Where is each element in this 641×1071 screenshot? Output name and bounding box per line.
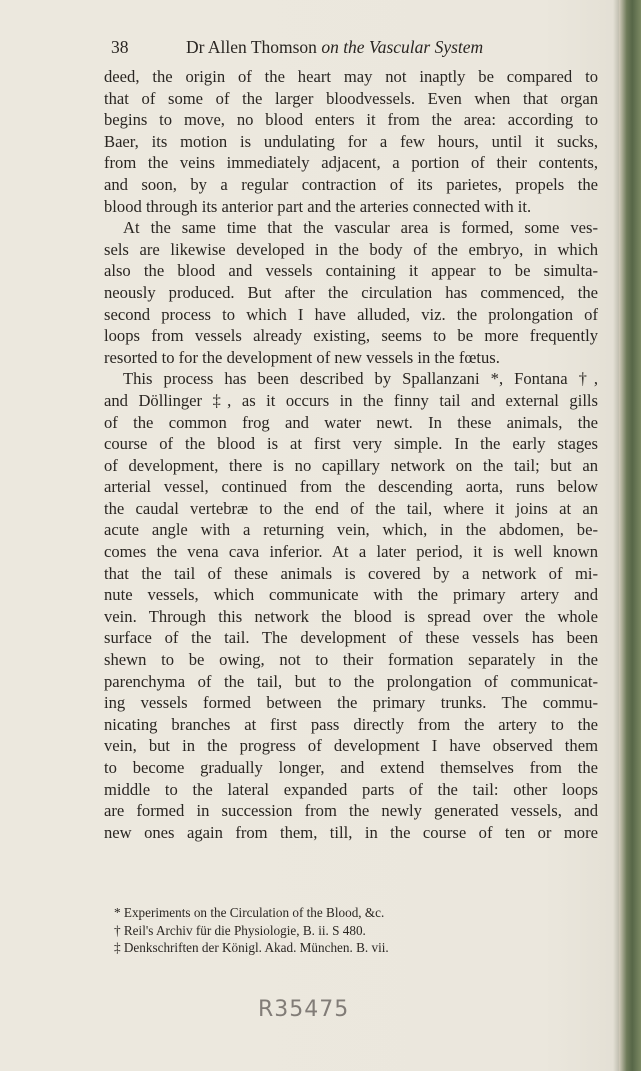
page-number: 38 — [111, 37, 129, 57]
footnote-denkschriften: ‡ Denkschriften der Königl. Akad. München. B. vii. — [114, 940, 389, 955]
text-line: deed, the origin of the heart may not inaptly be compared to — [104, 67, 598, 86]
running-title — [186, 37, 483, 58]
body-text — [104, 66, 598, 843]
text-line: of the common frog and water newt. In these animals, the — [104, 412, 598, 432]
text-line: loops from vessels already existing, seems to be more frequently — [104, 326, 598, 346]
text-line: nute vessels, which communicate with the primary artery and — [104, 585, 598, 605]
footnote-reil-archiv: † Reil's Archiv für die Physiologie, B. ii. S 480. — [114, 922, 366, 938]
text-line: of development, there is no capillary network on the tail; but an — [104, 455, 598, 475]
text-line: blood through its anterior part and the arteries connected with it. — [104, 196, 532, 216]
footnote-experiments: * Experiments on the Circulation of the Blood, &c. — [114, 905, 385, 920]
running-title-author: Dr Allen Thomson — [186, 37, 322, 57]
text-line: parenchyma of the tail, but to the prolongation of communicat- — [104, 671, 598, 691]
text-line: that the tail of these animals is covered by a network of mi- — [104, 563, 598, 583]
text-line: Baer, its motion is undulating for a few hours, until it sucks, — [104, 131, 598, 151]
book-binding-edge — [619, 0, 641, 1071]
text-line: and soon, by a regular contraction of its parietes, propels the — [104, 174, 598, 194]
library-stamp: R35475 — [258, 997, 350, 1022]
text-line: nicating branches at first pass directly from the artery to the — [104, 714, 598, 734]
text-line: second process to which I have alluded, viz. the prolongation of — [104, 304, 598, 324]
text-line: to become gradually longer, and extend themselves from the — [104, 758, 598, 777]
text-line: This process has been described by Spallanzani *, Fontana †, — [123, 369, 598, 389]
text-line: vein. Through this network the blood is spread over the whole — [104, 606, 598, 626]
text-line: acute angle with a returning vein, which, in the abdomen, be- — [104, 520, 598, 540]
text-line: ing vessels formed between the primary trunks. The commu- — [104, 693, 598, 713]
text-line: course of the blood is at first very simple. In the early stages — [104, 434, 598, 454]
text-line: that of some of the larger bloodvessels. Even when that organ — [104, 88, 598, 108]
text-line: arterial vessel, continued from the descending aorta, runs below — [104, 477, 598, 497]
text-line: and Döllinger ‡, as it occurs in the finny tail and external gills — [104, 390, 598, 410]
running-header — [111, 37, 601, 61]
text-line: vein, but in the progress of development I have observed them — [104, 736, 598, 756]
text-line: begins to move, no blood enters it from the area: according to — [104, 110, 598, 130]
text-line: shewn to be owing, not to their formation separately in the — [104, 650, 598, 670]
text-line: surface of the tail. The development of these vessels has been — [104, 628, 598, 648]
text-line: also the blood and vessels containing it appear to be simulta- — [104, 261, 598, 281]
text-line: sels are likewise developed in the body of the embryo, in which — [104, 239, 598, 259]
text-line: the caudal vertebræ to the end of the tail, where it joins at an — [104, 498, 598, 518]
running-title-subject: on the Vascular System — [321, 37, 484, 57]
text-line: from the veins immediately adjacent, a portion of their contents, — [104, 153, 598, 173]
text-line: At the same time that the vascular area is formed, some ves- — [123, 218, 598, 238]
text-line: are formed in succession from the newly generated vessels, and — [104, 801, 598, 821]
text-line: middle to the lateral expanded parts of the tail: other loops — [104, 779, 598, 799]
text-line: new ones again from them, till, in the course of ten or more — [104, 822, 598, 842]
footnotes — [114, 904, 594, 957]
text-line: neously produced. But after the circulation has commenced, the — [104, 282, 598, 302]
text-line: resorted to for the development of new vessels in the fœtus. — [104, 347, 500, 367]
text-line: comes the vena cava inferior. At a later period, it is well known — [104, 542, 598, 562]
